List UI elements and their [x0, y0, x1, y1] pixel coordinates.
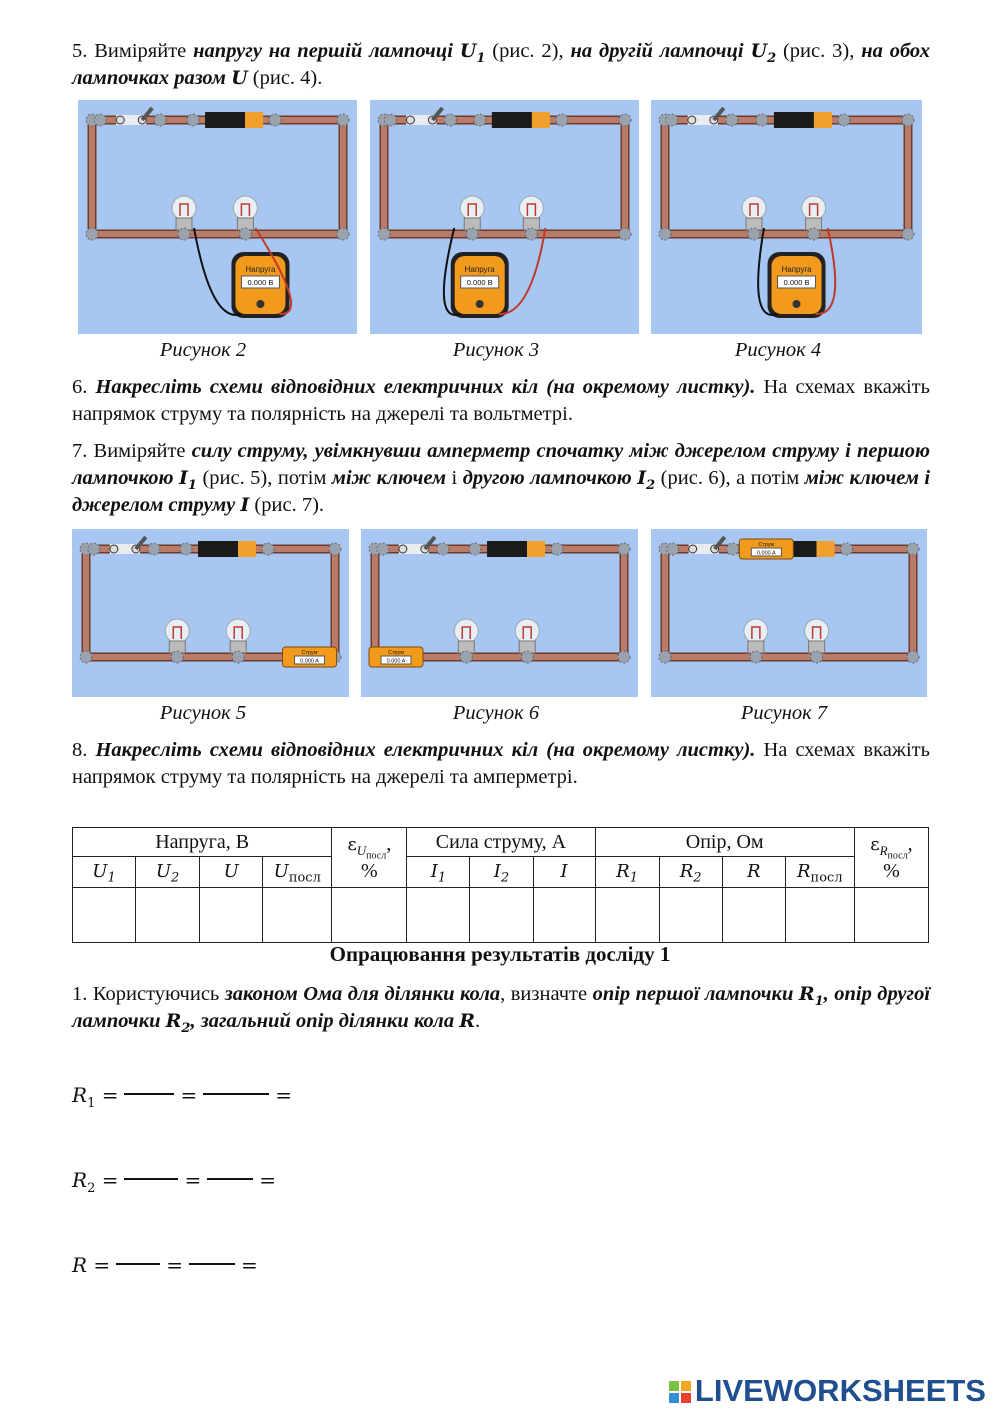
- header-voltage: Напруга, В: [73, 828, 332, 857]
- voltmeter: [231, 252, 289, 318]
- junction-node: [180, 543, 192, 555]
- meter-label: Напруга: [464, 265, 495, 274]
- junction-node: [337, 228, 349, 240]
- col-u-posl: $U_{посл}$: [263, 857, 332, 888]
- junction-node: [811, 651, 823, 663]
- bulb-icon: [233, 196, 257, 230]
- junction-node: [437, 543, 449, 555]
- col-i1: $I_1$: [407, 857, 470, 888]
- figure-7-ammeter-circuit: [651, 529, 927, 697]
- col-u1: $U_1$: [73, 857, 136, 888]
- meter-value: 0.000 A: [756, 550, 776, 557]
- junction-node: [474, 114, 486, 126]
- circuit-diagram: [78, 100, 357, 334]
- wire: [86, 549, 335, 657]
- cell-u-posl[interactable]: [263, 888, 332, 943]
- junction-node: [907, 651, 919, 663]
- col-r-posl: $R_{посл}$: [785, 857, 854, 888]
- junction-node: [469, 543, 481, 555]
- wire: [375, 549, 624, 657]
- battery-icon: [487, 541, 545, 557]
- junction-node: [232, 651, 244, 663]
- figure-3-voltmeter-circuit: [370, 100, 639, 334]
- figure-6-ammeter-circuit: [361, 529, 638, 697]
- meter-value: 0.000 В: [783, 278, 810, 287]
- formula-r1: $R_1$ = = =: [72, 1083, 292, 1111]
- cell-r[interactable]: [722, 888, 785, 943]
- ammeter: [283, 647, 337, 667]
- junction-node: [667, 543, 679, 555]
- meter-label: Струм: [388, 650, 404, 656]
- cell-eps-u[interactable]: [332, 888, 407, 943]
- junction-node: [551, 543, 563, 555]
- meter-value: 0.000 В: [466, 278, 493, 287]
- fraction-blank[interactable]: [124, 1093, 174, 1095]
- col-i: I: [533, 857, 595, 888]
- cell-i[interactable]: [533, 888, 595, 943]
- col-i2: $I_2$: [470, 857, 533, 888]
- junction-node: [262, 543, 274, 555]
- bulb-icon: [805, 619, 829, 653]
- bulb-icon: [165, 619, 189, 653]
- item-6-text: 6. Накресліть схеми відповідних електричних кіл (на окремому листку). На схемах вкажіть напрямок струму та полярність на джерелі та вольтметрі.: [72, 376, 930, 425]
- wire: [384, 120, 625, 234]
- junction-node: [329, 543, 341, 555]
- junction-node: [748, 228, 760, 240]
- cell-r-posl[interactable]: [785, 888, 854, 943]
- processing-item-1-text: 1. Користуючись законом Ома для ділянки кола, визначте опір першої лампочки $R_1$, опір другої лампочки $R_2$, загальний опір ділянки кола R.: [72, 983, 931, 1036]
- fraction-blank[interactable]: [124, 1178, 178, 1180]
- caption-figure-7: Рисунок 7: [740, 702, 828, 724]
- liveworksheets-logo-icon: [669, 1381, 691, 1403]
- caption-figure-6: Рисунок 6: [452, 702, 540, 724]
- bulb-icon: [519, 196, 543, 230]
- meter-label: Струм: [758, 542, 775, 548]
- ammeter: [369, 647, 423, 667]
- meter-value: 0.000 A: [300, 658, 319, 665]
- header-eps-u: $\varepsilon_{U_{посл}}$, %: [332, 828, 407, 888]
- battery-icon: [198, 541, 256, 557]
- meter-label: Напруга: [781, 265, 812, 274]
- junction-node: [171, 651, 183, 663]
- header-resistance: Опір, Ом: [595, 828, 854, 857]
- results-table: [72, 827, 929, 943]
- bulb-icon: [454, 619, 478, 653]
- figure-5-ammeter-circuit: [72, 529, 349, 697]
- junction-node: [618, 543, 630, 555]
- bulb-icon: [744, 619, 768, 653]
- junction-node: [460, 651, 472, 663]
- junction-node: [808, 228, 820, 240]
- junction-node: [841, 543, 853, 555]
- junction-node: [902, 114, 914, 126]
- fraction-blank[interactable]: [189, 1263, 235, 1265]
- meter-label: Струм: [301, 650, 318, 656]
- cell-u2[interactable]: [136, 888, 200, 943]
- item-5-text: 5. Виміряйте напругу на першій лампочці $U_1$ (рис. 2), на другій лампочці $U_2$ (рис. 3), на обох лампочках разом U (рис. 4).: [72, 40, 931, 89]
- cell-r2[interactable]: [659, 888, 722, 943]
- formula-r2: $R_2$ = = =: [72, 1168, 276, 1196]
- item-8-text: 8. Накресліть схеми відповідних електричних кіл (на окремому листку). На схемах вкажіть напрямок струму та полярність на джерелі та амперметрі.: [72, 739, 930, 788]
- junction-node: [154, 114, 166, 126]
- cell-i2[interactable]: [470, 888, 533, 943]
- junction-node: [618, 651, 630, 663]
- junction-node: [88, 543, 100, 555]
- junction-node: [659, 651, 671, 663]
- caption-figure-5: Рисунок 5: [159, 702, 247, 724]
- junction-node: [521, 651, 533, 663]
- junction-node: [239, 228, 251, 240]
- bulb-icon: [742, 196, 766, 230]
- junction-node: [902, 228, 914, 240]
- junction-node: [178, 228, 190, 240]
- junction-node: [94, 114, 106, 126]
- col-r1: $R_1$: [595, 857, 659, 888]
- junction-node: [337, 114, 349, 126]
- junction-node: [269, 114, 281, 126]
- junction-node: [659, 228, 671, 240]
- junction-node: [378, 228, 390, 240]
- cell-r1[interactable]: [595, 888, 659, 943]
- cell-u1[interactable]: [73, 888, 136, 943]
- battery-icon: [774, 112, 832, 128]
- bulb-icon: [515, 619, 539, 653]
- col-u: U: [200, 857, 263, 888]
- junction-node: [384, 114, 396, 126]
- junction-node: [619, 228, 631, 240]
- col-r: R: [722, 857, 785, 888]
- wire: [665, 549, 913, 657]
- circuit-diagram: [370, 100, 639, 334]
- junction-node: [756, 114, 768, 126]
- junction-node: [466, 228, 478, 240]
- junction-node: [444, 114, 456, 126]
- figure-2-voltmeter-circuit: [78, 100, 357, 334]
- col-u2: $U_2$: [136, 857, 200, 888]
- battery-icon: [492, 112, 550, 128]
- circuit-diagram: [72, 529, 349, 697]
- wire: [92, 120, 343, 234]
- voltmeter: [451, 252, 509, 318]
- ammeter: [739, 539, 793, 559]
- battery-icon: [205, 112, 263, 128]
- junction-node: [666, 114, 678, 126]
- col-r2: $R_2$: [659, 857, 722, 888]
- cell-eps-r[interactable]: [854, 888, 928, 943]
- circuit-diagram: [651, 100, 922, 334]
- junction-node: [377, 543, 389, 555]
- junction-node: [80, 651, 92, 663]
- junction-node: [556, 114, 568, 126]
- bulb-icon: [226, 619, 250, 653]
- fraction-blank[interactable]: [116, 1263, 160, 1265]
- meter-label: Напруга: [245, 265, 276, 274]
- caption-figure-3: Рисунок 3: [452, 339, 540, 361]
- formula-r: R = = =: [72, 1253, 258, 1277]
- meter-value: 0.000 В: [247, 278, 274, 287]
- junction-node: [86, 228, 98, 240]
- circuit-diagram: [361, 529, 638, 697]
- junction-node: [187, 114, 199, 126]
- cell-u[interactable]: [200, 888, 263, 943]
- junction-node: [525, 228, 537, 240]
- item-7-text: 7. Виміряйте силу струму, увімкнувши амперметр спочатку між джерелом струму і першою лампочкою $I_1$ (рис. 5), потім між ключем і другою лампочкою $I_2$ (рис. 6), а потім між ключем і джерелом струму I (рис. 7).: [72, 440, 931, 516]
- header-eps-r: $\varepsilon_{R_{посл}}$, %: [854, 828, 928, 888]
- liveworksheets-logo: LIVEWORKSHEETS: [669, 1377, 986, 1404]
- junction-node: [726, 114, 738, 126]
- bulb-icon: [802, 196, 826, 230]
- bulb-icon: [460, 196, 484, 230]
- wire: [665, 120, 908, 234]
- section-title: Опрацювання результатів досліду 1: [329, 942, 671, 966]
- cell-i1[interactable]: [407, 888, 470, 943]
- circuit-diagram: [651, 529, 927, 697]
- fraction-blank[interactable]: [207, 1178, 253, 1180]
- junction-node: [148, 543, 160, 555]
- caption-figure-2: Рисунок 2: [159, 339, 247, 361]
- fraction-blank[interactable]: [203, 1093, 269, 1095]
- header-current: Сила струму, А: [407, 828, 595, 857]
- junction-node: [727, 543, 739, 555]
- figure-4-voltmeter-circuit: [651, 100, 922, 334]
- junction-node: [907, 543, 919, 555]
- meter-value: 0.000 A: [386, 658, 406, 665]
- junction-node: [838, 114, 850, 126]
- junction-node: [750, 651, 762, 663]
- bulb-icon: [172, 196, 196, 230]
- voltmeter: [768, 252, 826, 318]
- junction-node: [619, 114, 631, 126]
- caption-figure-4: Рисунок 4: [734, 339, 822, 361]
